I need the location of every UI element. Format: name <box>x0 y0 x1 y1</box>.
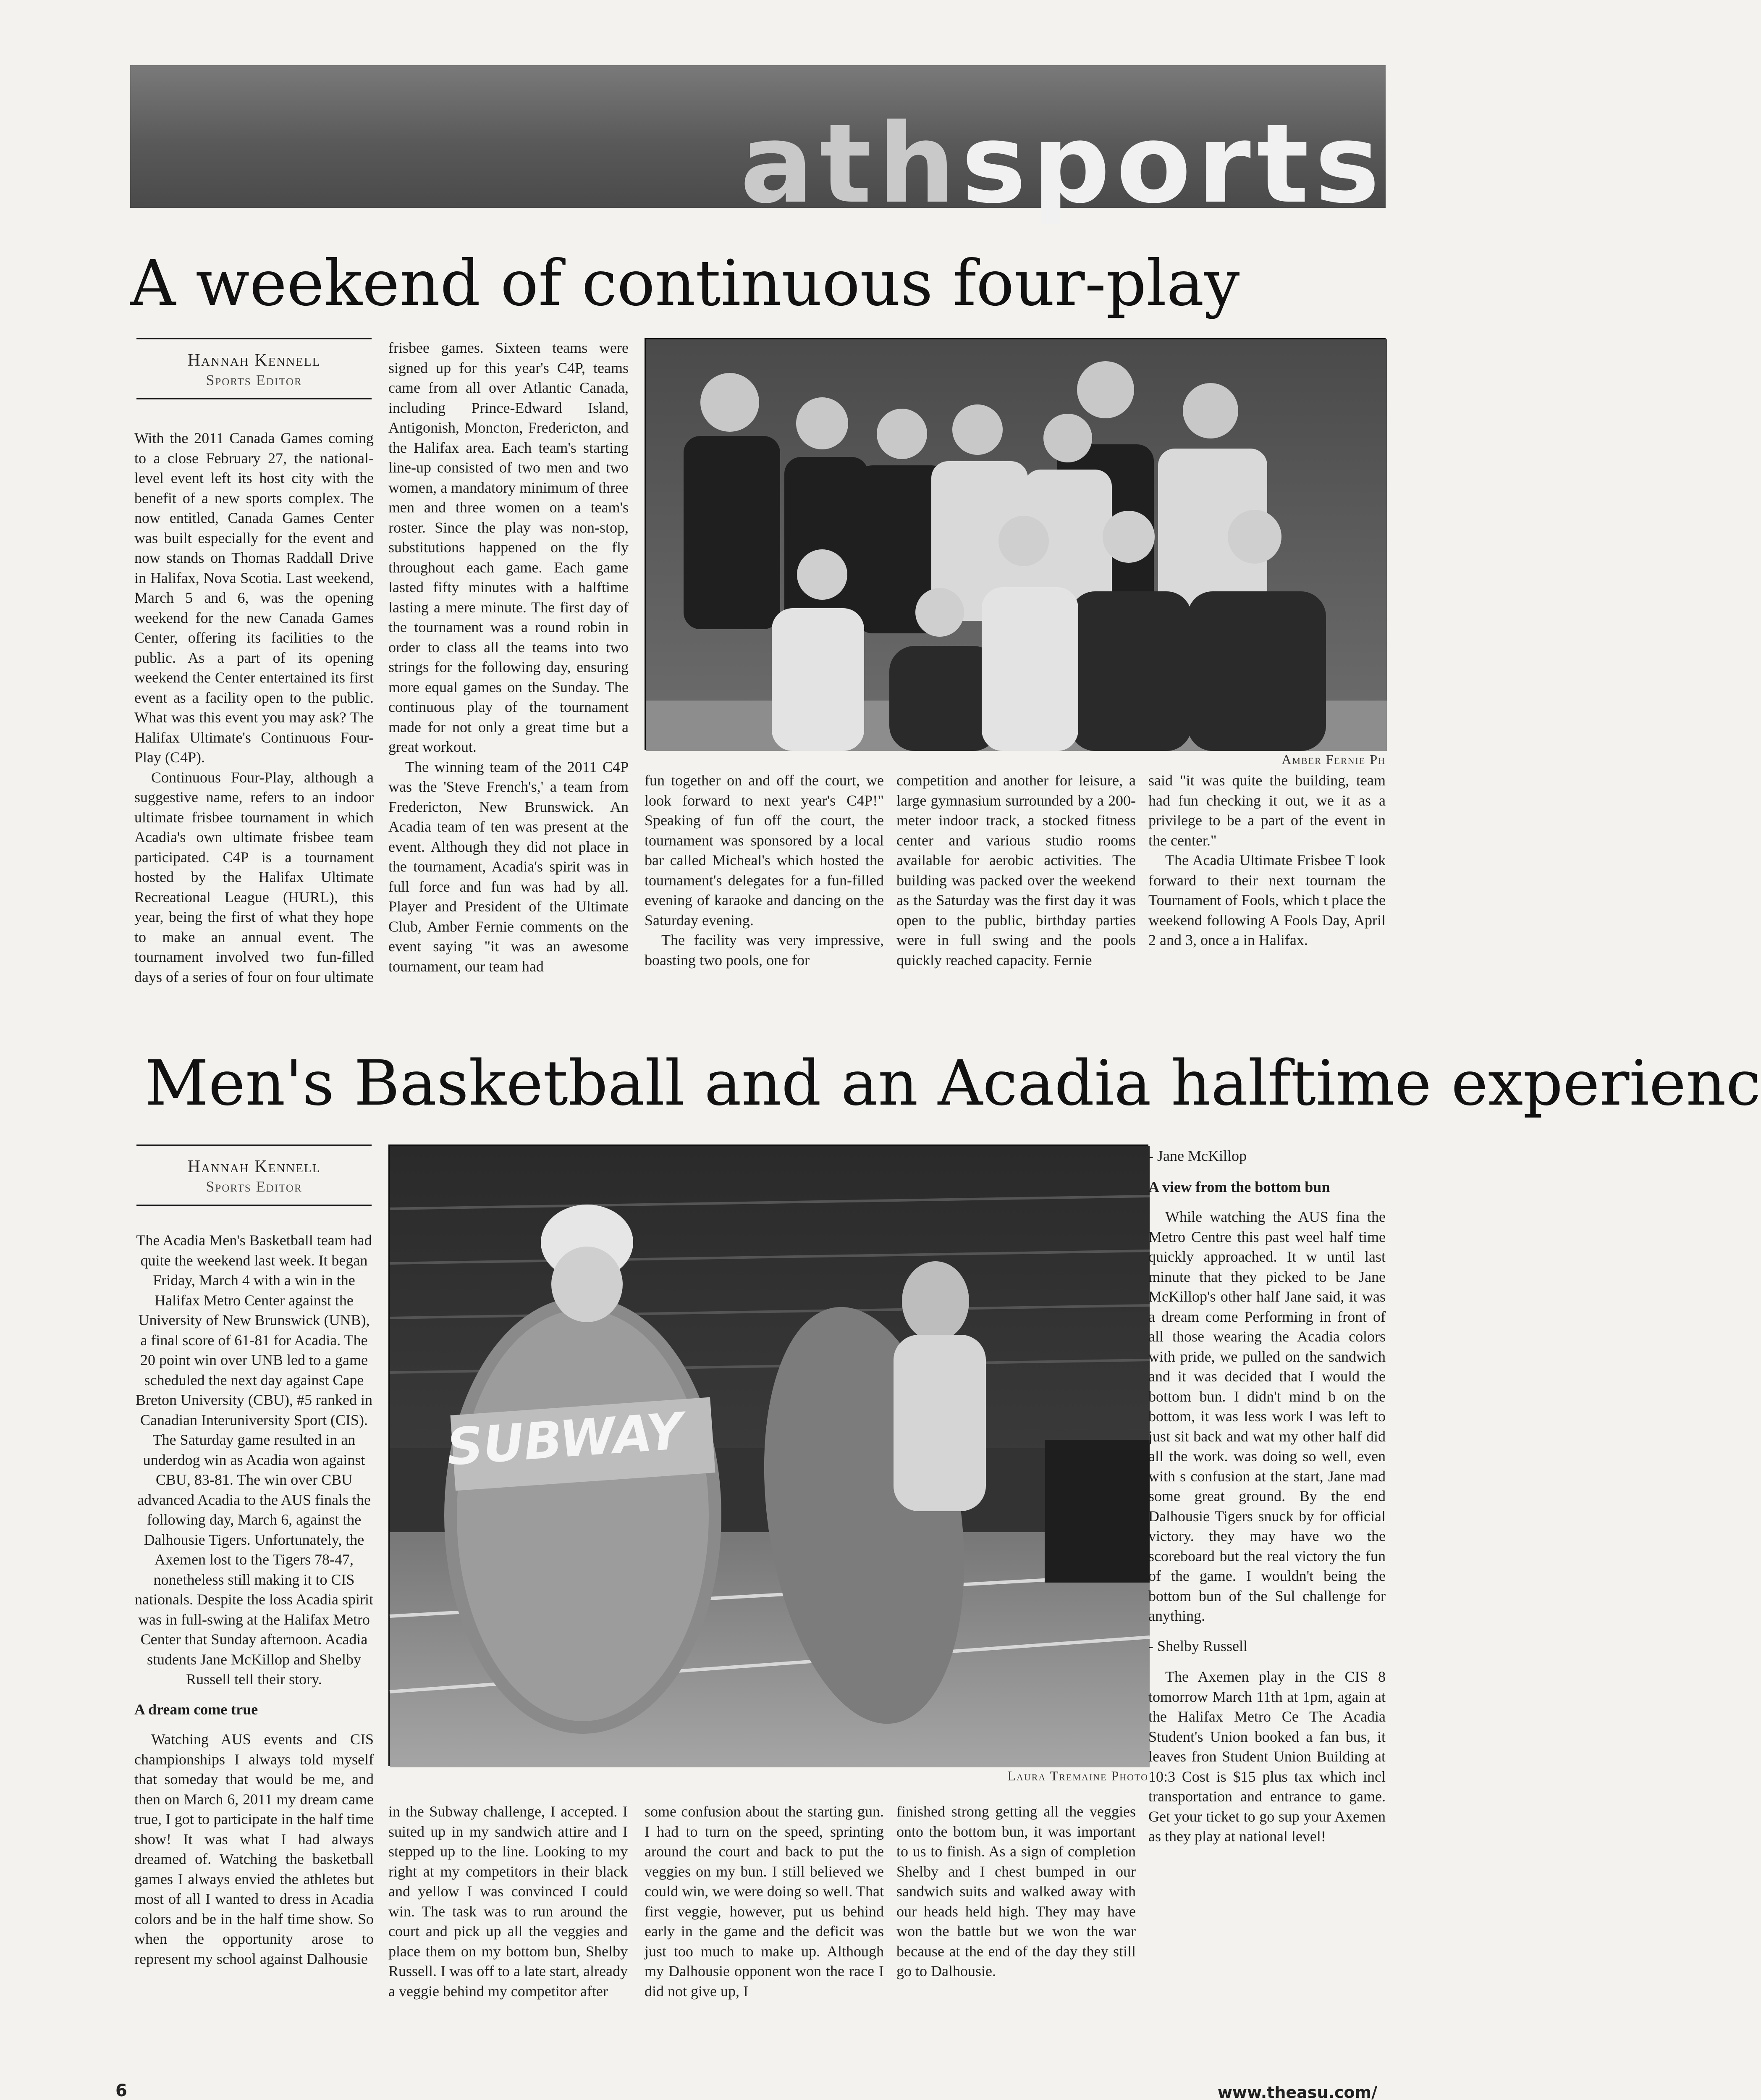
paragraph: competition and another for leisure, a large gymnasium surrounded by a 200-meter indoor track, a stocked fitness center and various studio rooms available for aerobic activities. The building was packed over the weekend as the Saturday was the first day it was open to the public, birthday parties were in full swing and the pools quickly reached capacity. Fernie <box>896 772 1136 969</box>
paragraph: Watching AUS events and CIS championships I always told myself that someday that would be me, and then on March 6, 2011 my dream came true, I got to participate in the half time show! It was what I had always dreamed of. Watching the basketball games I always envied the athletes but most of all I wanted to dress in Acadia colors and be in the half time show. So when the opportunity arose to represent my school against Dalhousie <box>134 1731 374 1967</box>
article1-column-5 <box>1148 771 1386 1010</box>
section-banner-title <box>740 101 1386 228</box>
subheading: A view from the bottom bun <box>1148 1178 1330 1195</box>
subway-sign: SUBWAY <box>445 1402 685 1477</box>
paragraph: The winning team of the 2011 C4P was the 'Steve French's,' a team from Fredericton, New Brunswick. An Acadia team of ten was present at the event. Although they did not place in the tournament, Acadia's spirit was in full force and fun was had by all. Player and President of the Ultimate Club, Amber Fernie comments on the event saying "it was an awesome tournament, our team had <box>388 758 629 975</box>
article2-column-2 <box>388 1802 628 2037</box>
subheading: A dream come true <box>134 1701 258 1718</box>
paragraph: frisbee games. Sixteen teams were signed up for this year's C4P, teams came from all over Atlantic Canada, including Prince-Edward Island, Antigonish, Moncton, Fredericton, and the Halifax area. Each team's starting line-up consisted of two men and two women, a mandatory minimum of three men and three women on a team's roster. Since the play was non-stop, substitutions happened on the fly throughout each game. Each game lasted fifty minutes with a halftime lasting a mere minute. The first day of the tournament was a round robin in order to class all the teams into two strings for the following day, ensuring more equal games on the Sunday. The continuous play of the tournament made for not only a great time but a great workout. <box>388 339 629 755</box>
paragraph: finished strong getting all the veggies onto the bottom bun, it was important to us to finish. As a sign of completion Shelby and I chest bumped in our sandwich suits and walked away with our heads held high. They may have won the battle but we won the war because at the end of the day they still go to Dalhousie. <box>896 1803 1136 1979</box>
paragraph: The Acadia Ultimate Frisbee T look forward to their next tournam the Tournament of Fools, which t place the weekend following A Fools Day, April 2 and 3, once a in Halifax. <box>1148 852 1386 948</box>
article1-column-2 <box>388 338 629 1010</box>
paragraph: The facility was very impressive, boasting two pools, one for <box>645 932 884 969</box>
quote-attribution: - Jane McKillop <box>1148 1147 1247 1164</box>
article1-column-3 <box>645 771 884 1010</box>
byline-role: Sports Editor <box>206 372 302 388</box>
article1-column-1 <box>134 428 374 1010</box>
byline-rule-top <box>136 1144 372 1146</box>
article2-column-3 <box>645 1802 884 2037</box>
article2-column-4 <box>896 1802 1136 2037</box>
banner-word: sports <box>961 101 1386 228</box>
paragraph: in the Subway challenge, I accepted. I suited up in my sandwich attire and I stepped up to the line. Looking to my right at my competitors in their black and yellow I was convinced I could win. The task was to run around the court and pick up all the veggies and place them on my bottom bun, Shelby Russell. I was off to a late start, already a veggie behind my competitor after <box>388 1803 628 2000</box>
paragraph: fun together on and off the court, we look forward to next year's C4P!" Speaking of fun off the court, the tournament was sponsored by a local bar called Micheal's which hosted the tournament's delegates for a fun-filled evening of karaoke and dancing on the Saturday evening. <box>645 772 884 929</box>
halftime-photo <box>388 1144 1148 1766</box>
banner-prefix: ath <box>740 101 962 228</box>
byline-name: Hannah Kennell <box>187 1157 321 1176</box>
article2-right-column <box>1148 1144 1386 2039</box>
byline-name: Hannah Kennell <box>187 351 321 370</box>
article2-photo-credit: Laura Tremaine Photo <box>1007 1768 1148 1783</box>
team-photo-image <box>646 339 1387 751</box>
paragraph: The Acadia Men's Basketball team had quite the weekend last week. It began Friday, March 4 with a win in the Halifax Metro Center against the University of New Brunswick (UNB), a final score of 61-81 for Acadia. The 20 point win over UNB led to a game scheduled the next day against Cape Breton University (CBU), #5 ranked in Canadian Interuniversity Sport (CIS). The Saturday game resulted in an underdog win as Acadia won against CBU, 83-81. The win over CBU advanced Acadia to the AUS finals the following day, March 6, against the Dalhousie Tigers. Unfortunately, the Axemen lost to the Tigers 78-47, nonetheless still making it to CIS nationals. Despite the loss Acadia spirit was in full-swing at the Halifax Metro Center that Sunday afternoon. Acadia students Jane McKillop and Shelby Russell tell their story. <box>135 1232 373 1688</box>
byline-role: Sports Editor <box>206 1178 302 1195</box>
paragraph: said "it was quite the building, team had fun checking it out, we it as a privilege to be a part of the event in the center." <box>1148 772 1386 849</box>
article1-photo-credit: Amber Fernie Ph <box>1281 752 1386 767</box>
page-number: 6 <box>115 2081 127 2100</box>
site-url[interactable]: www.theasu.com/ <box>1217 2083 1377 2100</box>
article2-byline <box>136 1144 372 1206</box>
article1-headline: A weekend of continuous four-play <box>130 247 1240 320</box>
byline-rule-bottom <box>136 398 372 399</box>
paragraph: While watching the AUS fina the Metro Centre this past weel half time quickly approached. It w until last minute that they picked to be Jane McKillop's other half Jane said, it was a dream come Performing in front of all those wearing the Acadia colors with pride, we pulled on the sandwich and it was decided that I would the bottom bun. I didn't mind b on the bottom, it was less work l was left to just sit back and wat my other half did all the work. was doing so well, even with s confusion at the start, Jane mad some great ground. By the end Dalhousie Tigers snuck by for official victory. they may have wo the scoreboard but the real victory the fun of the game. I wouldn't being the bottom bun of the Sul challenge for anything. <box>1148 1208 1386 1624</box>
article2-left-column <box>134 1231 374 2033</box>
paragraph: Continuous Four-Play, although a suggestive name, refers to an indoor ultimate frisbee tournament in which Acadia's own ultimate frisbee team participated. C4P is a tournament hosted by the Halifax Ultimate Recreational League (HURL), this year, being the first of what they hope to make an annual event. The tournament involved two fun-filled days of a series of four on four ultimate <box>134 769 374 985</box>
section-banner <box>130 65 1386 228</box>
paragraph: With the 2011 Canada Games coming to a close February 27, the national-level event left its host city with the benefit of a new sports complex. The now entitled, Canada Games Center was built especially for the event and now stands on Thomas Raddall Drive in Halifax, Nova Scotia. Last weekend, March 5 and 6, was the opening weekend for the new Canada Games Center, offering its facilities to the public. As a part of its opening weekend the Center entertained its first event as a facility open to the public. What was this event you may ask? The Halifax Ultimate's Continuous Four-Play (C4P). <box>134 430 374 766</box>
article1-byline <box>136 338 372 399</box>
quote-attribution: - Shelby Russell <box>1148 1637 1248 1654</box>
paragraph: The Axemen play in the CIS 8 tomorrow March 11th at 1pm, again at the Halifax Metro Ce The Acadia Student's Union booked a fan bus, it leaves fron Student Union Building at 10:3 Cost is $15 plus tax which incl transportation and entrance to game. Get your ticket to go sup your Axemen as they play at national level! <box>1148 1668 1386 1845</box>
byline-rule-top <box>136 338 372 339</box>
halftime-photo-image <box>390 1146 1150 1767</box>
byline-rule-bottom <box>136 1205 372 1206</box>
article2-headline: Men's Basketball and an Acadia halftime experienc <box>145 1047 1761 1119</box>
article1-column-4 <box>896 771 1136 1010</box>
paragraph: some confusion about the starting gun. I had to turn on the speed, sprinting around the court and back to put the veggies on my bun. I still believed we could win, we were doing so well. That first veggie, however, put us behind early in the game and the deficit was just too much to make up. Although my Dalhousie opponent won the race I did not give up, I <box>645 1803 884 2000</box>
team-photo <box>645 338 1386 750</box>
